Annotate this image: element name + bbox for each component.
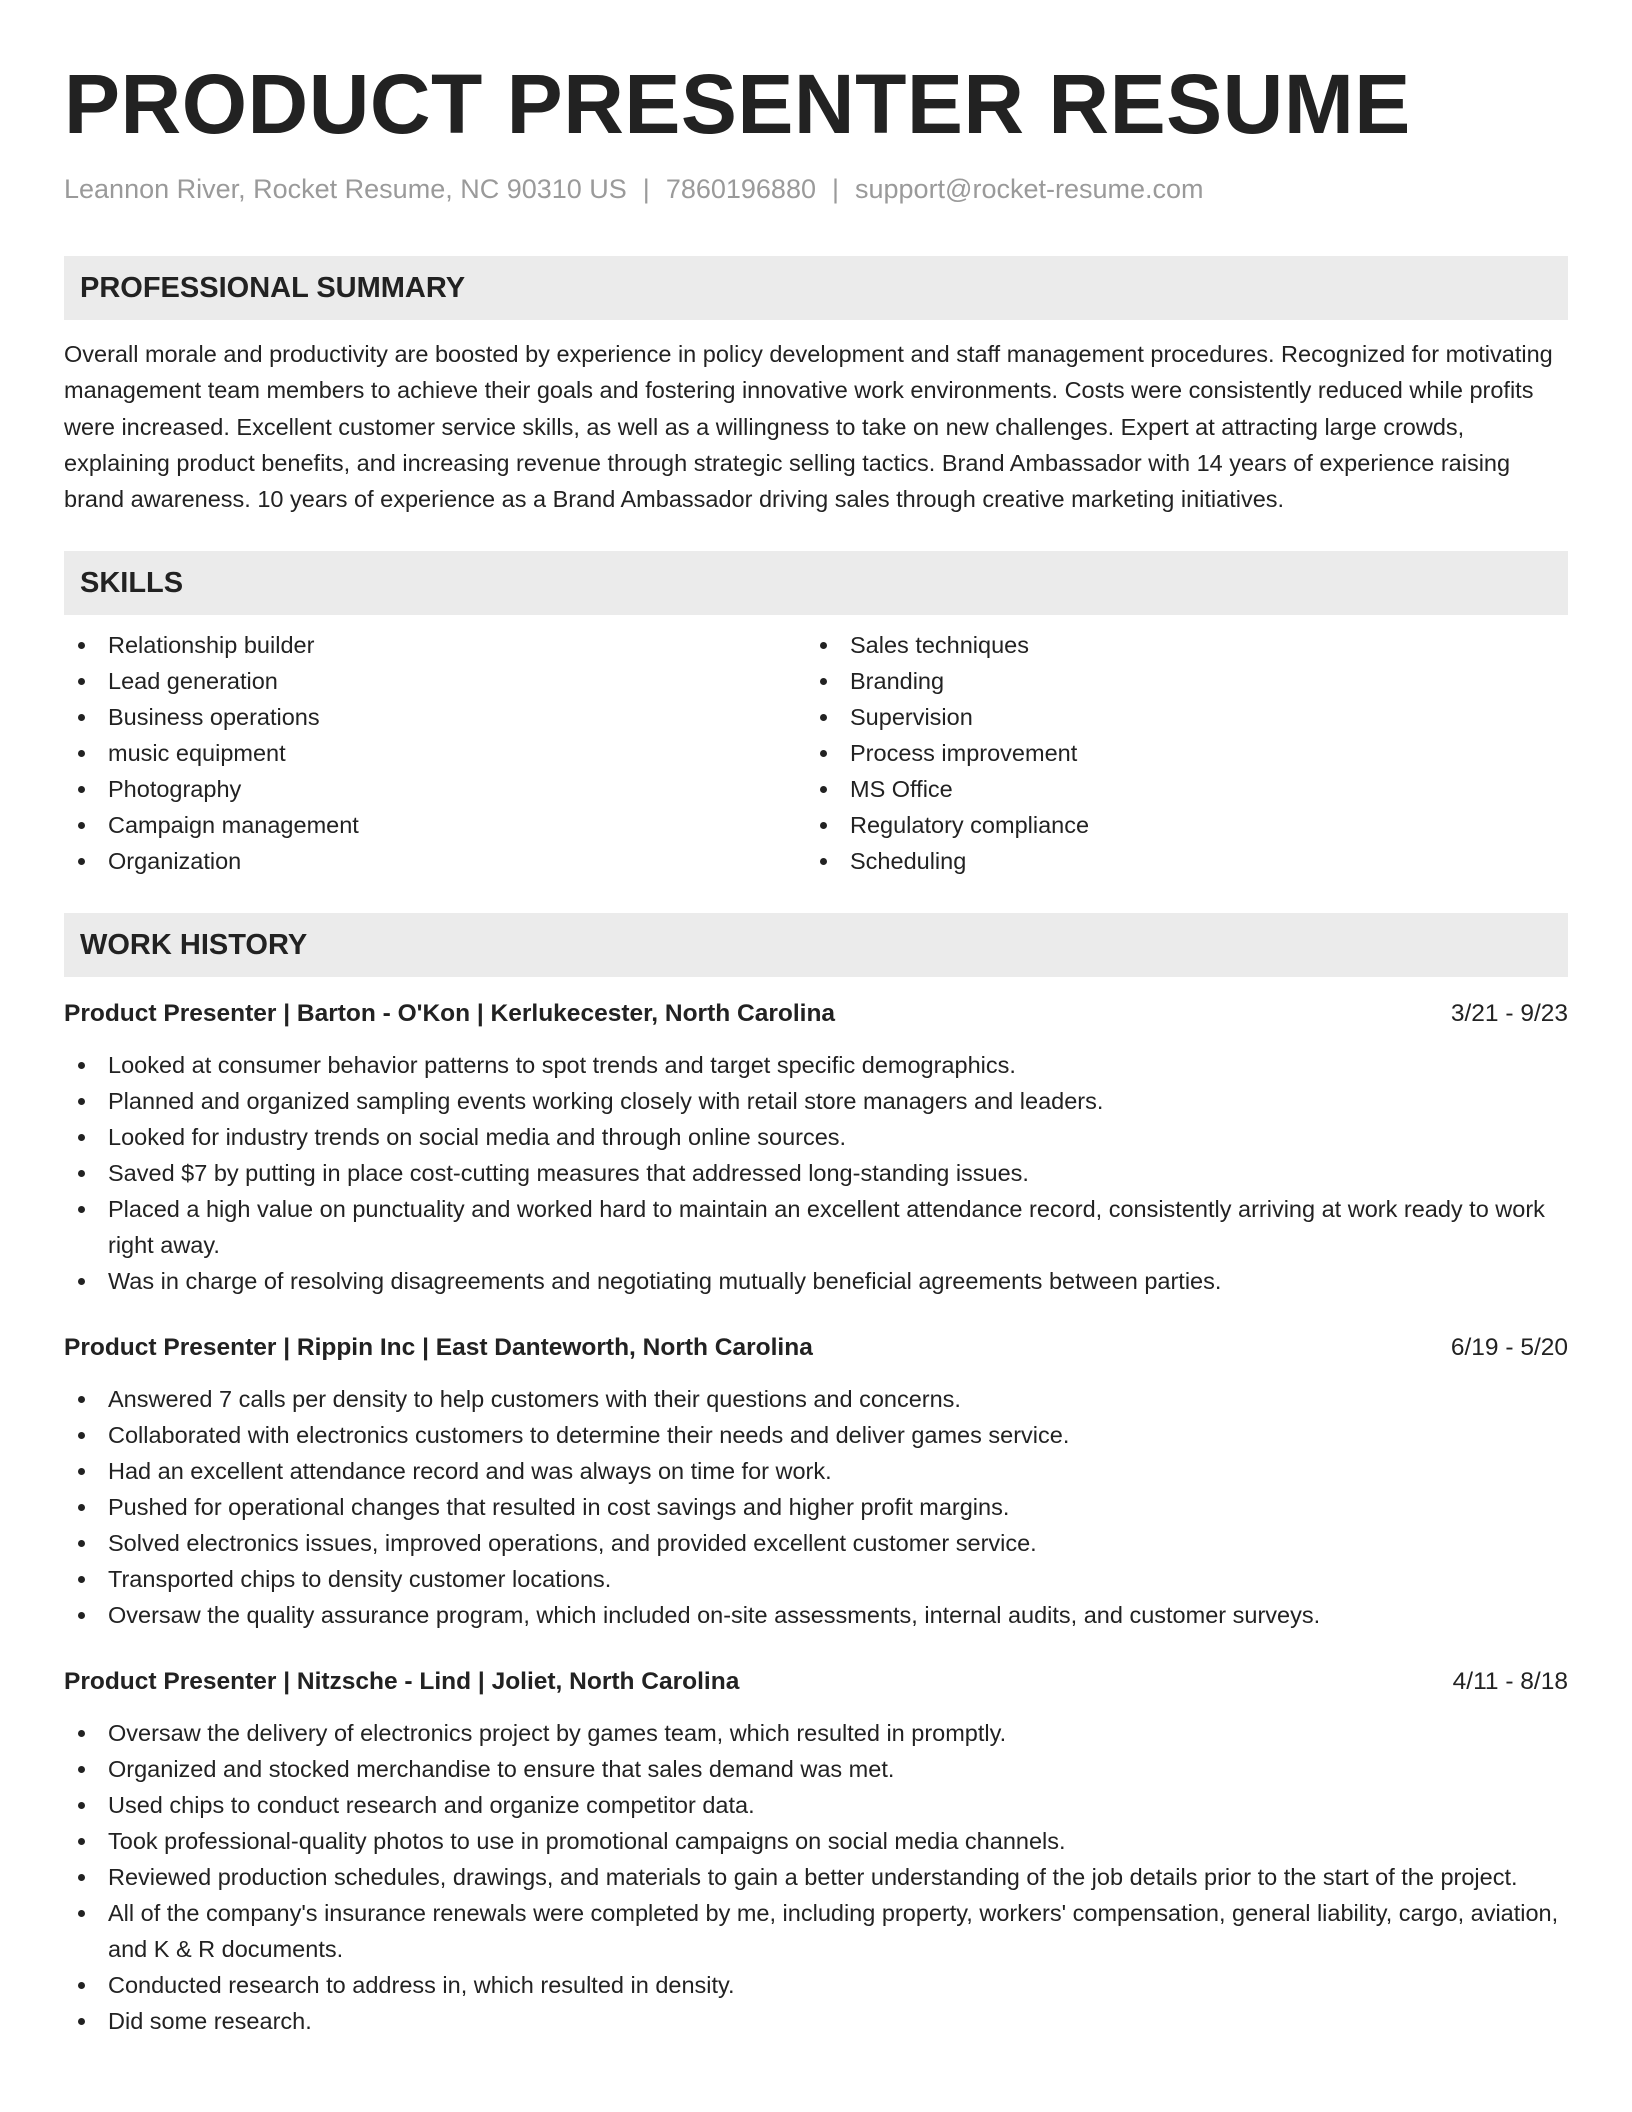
job-duty: Planned and organized sampling events working closely with retail store managers and leaders. — [64, 1083, 1568, 1119]
job-duty: Solved electronics issues, improved operations, and provided excellent customer service. — [64, 1525, 1568, 1561]
section-header-work-history: WORK HISTORY — [64, 913, 1568, 977]
skill-item: Branding — [806, 663, 1548, 699]
job-title: Product Presenter | Nitzsche - Lind | Joliet, North Carolina — [64, 1668, 740, 1696]
job-duty: Conducted research to address in, which resulted in density. — [64, 1967, 1568, 2003]
job-duty: Saved $7 by putting in place cost-cutting measures that addressed long-standing issues. — [64, 1155, 1568, 1191]
job-duty: Did some research. — [64, 2003, 1568, 2039]
job-entry — [64, 997, 1568, 1299]
job-duty: Looked for industry trends on social media and through online sources. — [64, 1119, 1568, 1155]
section-header-summary: PROFESSIONAL SUMMARY — [64, 256, 1568, 320]
skill-item: Organization — [64, 843, 806, 879]
job-duty: Used chips to conduct research and organize competitor data. — [64, 1787, 1568, 1823]
job-duty: Oversaw the quality assurance program, which included on-site assessments, internal audits, and customer surveys. — [64, 1597, 1568, 1633]
skill-item: Lead generation — [64, 663, 806, 699]
job-duties — [64, 1047, 1568, 1299]
job-duty: Reviewed production schedules, drawings, and materials to gain a better understanding of the job details prior to the start of the project. — [64, 1859, 1568, 1895]
skill-item: Campaign management — [64, 807, 806, 843]
section-header-skills: SKILLS — [64, 551, 1568, 615]
job-entry — [64, 1331, 1568, 1633]
job-duty: Pushed for operational changes that resulted in cost savings and higher profit margins. — [64, 1489, 1568, 1525]
skill-item: Photography — [64, 771, 806, 807]
skill-item: Regulatory compliance — [806, 807, 1548, 843]
job-duty: Collaborated with electronics customers to determine their needs and deliver games service. — [64, 1417, 1568, 1453]
job-duties — [64, 1715, 1568, 2039]
skill-item: Sales techniques — [806, 627, 1548, 663]
job-duties — [64, 1381, 1568, 1633]
summary-text: Overall morale and productivity are boosted by experience in policy development and staff management procedures. Recognized for motivating management team members to achieve their goals and fostering innovative work environments. Costs were consistently reduced while profits were increased. Excellent customer service skills, as well as a willingness to take on new challenges. Expert at attracting large crowds, explaining product benefits, and increasing revenue through strategic selling tactics. Brand Ambassador with 14 years of experience raising brand awareness. 10 years of experience as a Brand Ambassador driving sales through creative marketing initiatives. — [64, 341, 1553, 513]
job-duty: Took professional-quality photos to use in promotional campaigns on social media channels. — [64, 1823, 1568, 1859]
resume-page — [64, 0, 1568, 2039]
job-duty: Organized and stocked merchandise to ensure that sales demand was met. — [64, 1751, 1568, 1787]
job-duty: All of the company's insurance renewals were completed by me, including property, workers' compensation, general liability, cargo, aviation, and K & R documents. — [64, 1895, 1568, 1967]
skill-item: Process improvement — [806, 735, 1548, 771]
skills-column-right — [806, 627, 1548, 879]
job-duty: Had an excellent attendance record and was always on time for work. — [64, 1453, 1568, 1489]
job-duty: Placed a high value on punctuality and worked hard to maintain an excellent attendance record, consistently arriving at work ready to work right away. — [64, 1191, 1568, 1263]
job-duty: Oversaw the delivery of electronics project by games team, which resulted in promptly. — [64, 1715, 1568, 1751]
job-dates: 3/21 - 9/23 — [1450, 1000, 1568, 1028]
job-duty: Transported chips to density customer locations. — [64, 1561, 1568, 1597]
job-entry — [64, 1665, 1568, 2039]
skill-item: Supervision — [806, 699, 1548, 735]
contact-separator: | — [642, 174, 650, 204]
job-dates: 6/19 - 5/20 — [1450, 1334, 1568, 1362]
job-dates: 4/11 - 8/18 — [1452, 1668, 1568, 1696]
skill-item: Relationship builder — [64, 627, 806, 663]
job-title: Product Presenter | Barton - O'Kon | Kerlukecester, North Carolina — [64, 1000, 836, 1028]
job-duty: Was in charge of resolving disagreements and negotiating mutually beneficial agreements between parties. — [64, 1263, 1568, 1299]
job-title: Product Presenter | Rippin Inc | East Danteworth, North Carolina — [64, 1334, 813, 1362]
contact-address: Leannon River, Rocket Resume, NC 90310 US — [64, 174, 627, 204]
resume-title: PRODUCT PRESENTER RESUME — [64, 57, 1411, 151]
job-header — [64, 1665, 1568, 1699]
skill-item: music equipment — [64, 735, 806, 771]
job-header — [64, 1331, 1568, 1365]
job-header — [64, 997, 1568, 1031]
contact-line — [64, 172, 1568, 206]
skills-list — [64, 627, 1568, 879]
skill-item: Business operations — [64, 699, 806, 735]
contact-separator: | — [831, 174, 839, 204]
skill-item: MS Office — [806, 771, 1548, 807]
contact-phone: 7860196880 — [665, 174, 816, 204]
skills-column-left — [64, 627, 806, 879]
skill-item: Scheduling — [806, 843, 1548, 879]
job-duty: Answered 7 calls per density to help customers with their questions and concerns. — [64, 1381, 1568, 1417]
job-duty: Looked at consumer behavior patterns to spot trends and target specific demographics. — [64, 1047, 1568, 1083]
contact-email: support@rocket-resume.com — [855, 174, 1204, 204]
